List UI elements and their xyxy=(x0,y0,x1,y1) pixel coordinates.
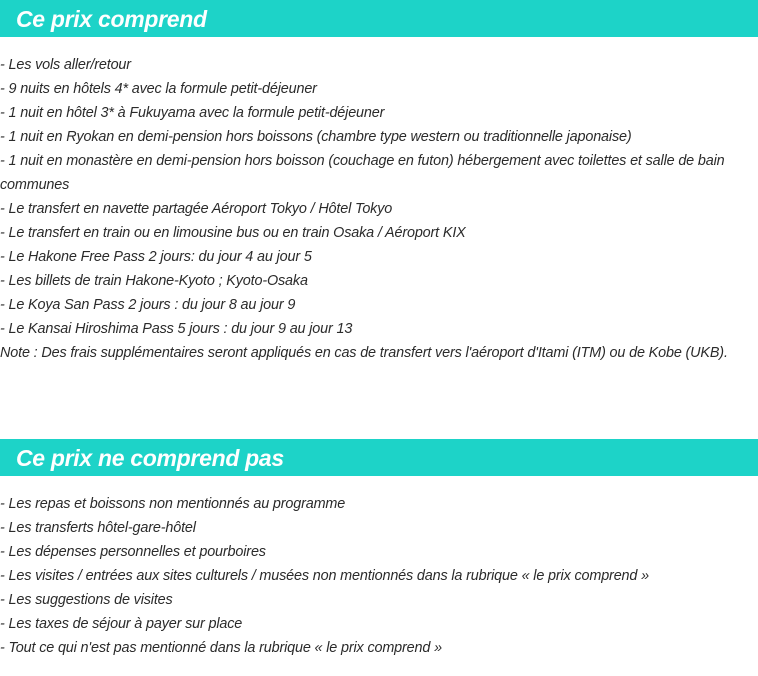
excluded-section-title: Ce prix ne comprend pas xyxy=(16,444,284,471)
list-item: - Les repas et boissons non mentionnés au programme xyxy=(0,496,346,512)
list-item: - Les suggestions de visites xyxy=(0,592,173,608)
list-item: - Le transfert en navette partagée Aéroport Tokyo / Hôtel Tokyo xyxy=(0,201,393,217)
list-item: - Les visites / entrées aux sites culturels / musées non mentionnés dans la rubrique « le prix comprend » xyxy=(0,568,649,584)
list-item: - Le transfert en train ou en limousine bus ou en train Osaka / Aéroport KIX xyxy=(0,225,466,241)
list-item: - Les dépenses personnelles et pourboires xyxy=(0,544,266,560)
included-section-header xyxy=(0,0,758,37)
included-section-title: Ce prix comprend xyxy=(16,5,207,32)
list-item: - 1 nuit en Ryokan en demi-pension hors boissons (chambre type western ou traditionnelle japonaise) xyxy=(0,129,632,145)
list-item: - 1 nuit en monastère en demi-pension hors boisson (couchage en futon) hébergement avec toilettes et salle de bain communes xyxy=(0,153,725,193)
list-item: - Le Hakone Free Pass 2 jours: du jour 4 au jour 5 xyxy=(0,249,312,265)
excluded-section-header xyxy=(0,439,758,476)
list-item: - 1 nuit en hôtel 3* à Fukuyama avec la formule petit-déjeuner xyxy=(0,105,385,121)
included-list xyxy=(0,53,758,365)
list-item: - Tout ce qui n'est pas mentionné dans la rubrique « le prix comprend » xyxy=(0,640,442,656)
list-item: - Les taxes de séjour à payer sur place xyxy=(0,616,243,632)
list-item: - 9 nuits en hôtels 4* avec la formule petit-déjeuner xyxy=(0,81,317,97)
excluded-list xyxy=(0,492,758,660)
list-item: - Les billets de train Hakone-Kyoto ; Kyoto-Osaka xyxy=(0,273,308,289)
list-item: - Les vols aller/retour xyxy=(0,57,131,73)
list-item: - Le Kansai Hiroshima Pass 5 jours : du jour 9 au jour 13 xyxy=(0,321,353,337)
list-item: - Le Koya San Pass 2 jours : du jour 8 au jour 9 xyxy=(0,297,296,313)
note-item: Note : Des frais supplémentaires seront appliqués en cas de transfert vers l'aéroport d'Itami (ITM) ou de Kobe (UKB). xyxy=(0,345,728,361)
list-item: - Les transferts hôtel-gare-hôtel xyxy=(0,520,196,536)
